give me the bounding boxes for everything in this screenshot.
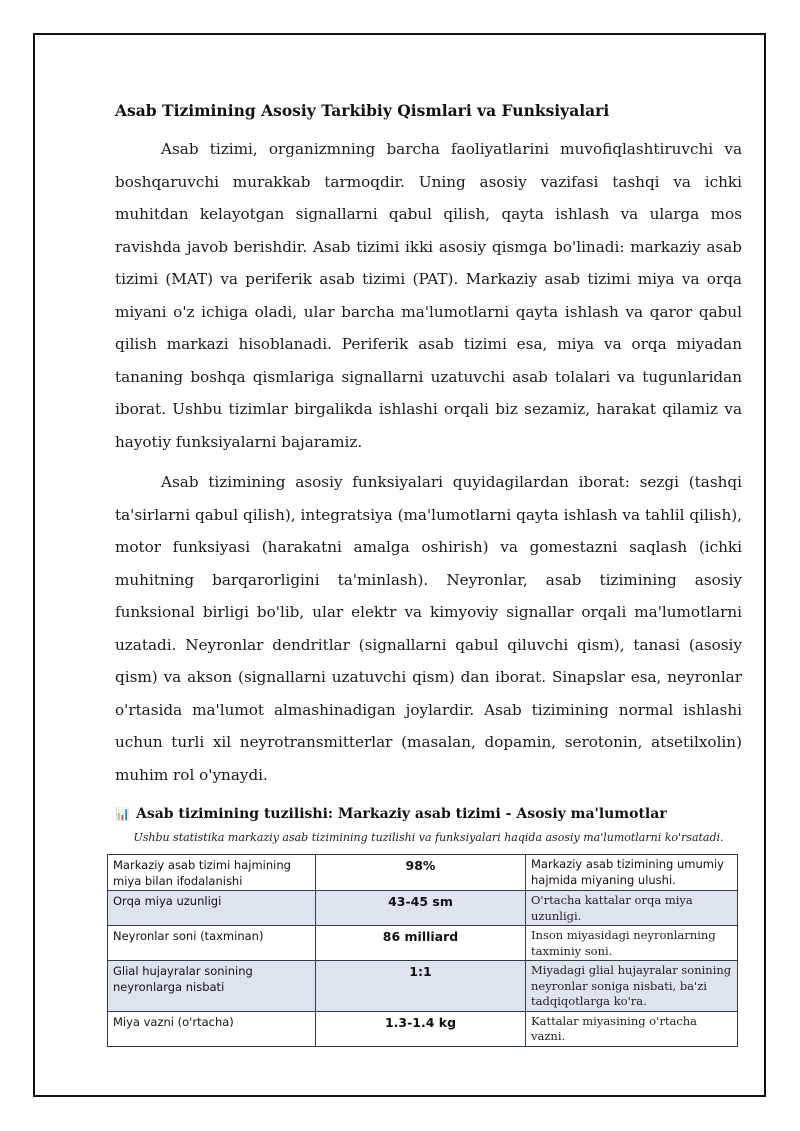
table-caption xyxy=(115,804,742,824)
row-note: O'rtacha kattalar orqa miya uzunligi. xyxy=(526,891,738,926)
row-label: Glial hujayralar sonining neyronlarga nisbati xyxy=(108,961,316,1012)
document-heading: Asab Tizimining Asosiy Tarkibiy Qismlari va Funksiyalari xyxy=(115,101,610,120)
table-caption-text: Asab tizimining tuzilishi: Markaziy asab tizimi - Asosiy ma'lumotlar xyxy=(135,806,667,822)
row-label: Markaziy asab tizimi hajmining miya bilan ifodalanishi xyxy=(108,855,316,891)
table-row xyxy=(108,1011,738,1046)
row-note: Miyadagi glial hujayralar sonining neyronlar soniga nisbati, ba'zi tadqiqotlarga ko'ra. xyxy=(526,961,738,1012)
table-row xyxy=(108,855,738,891)
row-value: 43-45 sm xyxy=(316,891,526,926)
row-value: 1:1 xyxy=(316,961,526,1012)
row-note: Markaziy asab tizimining umumiy hajmida miyaning ulushi. xyxy=(526,855,738,891)
paragraph-functions: Asab tizimining asosiy funksiyalari quyidagilardan iborat: sezgi (tashqi ta'sirlarni qabul qilish), integratsiya (ma'lumotlarni qayta ishlash va tahlil qilish), motor funksiyasi (harakatni amalga oshirish) va gomestazni saqlash (ichki muhitning barqarorligini ta'minlash). Neyronlar, asab tizimining asosiy funksional birligi bo'lib, ular elektr va kimyoviy signallar orqali ma'lumotlarni uzatadi. Neyronlar dendritlar (signallarni qabul qiluvchi qism), tanasi (asosiy qism) va akson (signallarni uzatuvchi qism) dan iborat. Sinapslar esa, neyronlar o'rtasida ma'lumot almashinadigan joylardir. Asab tizimining normal ishlashi uchun turli xil neyrotransmitterlar (masalan, dopamin, serotonin, atsetilxolin) muhim rol o'ynaydi. xyxy=(115,473,742,784)
row-label: Neyronlar soni (taxminan) xyxy=(108,926,316,961)
paragraph-intro: Asab tizimi, organizmning barcha faoliyatlarini muvofiqlashtiruvchi va boshqaruvchi murakkab tarmoqdir. Uning asosiy vazifasi tashqi va ichki muhitdan kelayotgan signallarni qabul qilish, qayta ishlash va ularga mos ravishda javob berishdir. Asab tizimi ikki asosiy qismga bo'linadi: markaziy asab tizimi (MAT) va periferik asab tizimi (PAT). Markaziy asab tizimi miya va orqa miyani o'z ichiga oladi, ular barcha ma'lumotlarni qayta ishlash va qaror qabul qilish markazi hisoblanadi. Periferik asab tizimi esa, miya va orqa miyadan tananing boshqa qismlariga signallarni uzatuvchi asab tolalari va tugunlaridan iborat. Ushbu tizimlar birgalikda ishlashi orqali biz sezamiz, harakat qilamiz va hayotiy funksiyalarni bajaramiz. xyxy=(115,140,742,451)
row-value: 98% xyxy=(316,855,526,891)
table-row xyxy=(108,926,738,961)
bar-chart-icon: 📊 xyxy=(115,807,130,821)
table-row xyxy=(108,961,738,1012)
row-value: 86 milliard xyxy=(316,926,526,961)
row-label: Orqa miya uzunligi xyxy=(108,891,316,926)
row-label: Miya vazni (o'rtacha) xyxy=(108,1011,316,1046)
table-subtitle: Ushbu statistika markaziy asab tizimining tuzilishi va funksiyalari haqida asosiy ma'lumotlarni ko'rsatadi. xyxy=(133,831,724,844)
stats-table xyxy=(107,854,738,1047)
document-body xyxy=(115,100,742,1047)
row-note: Kattalar miyasining o'rtacha vazni. xyxy=(526,1011,738,1046)
table-row xyxy=(108,891,738,926)
row-value: 1.3-1.4 kg xyxy=(316,1011,526,1046)
row-note: Inson miyasidagi neyronlarning taxminiy soni. xyxy=(526,926,738,961)
